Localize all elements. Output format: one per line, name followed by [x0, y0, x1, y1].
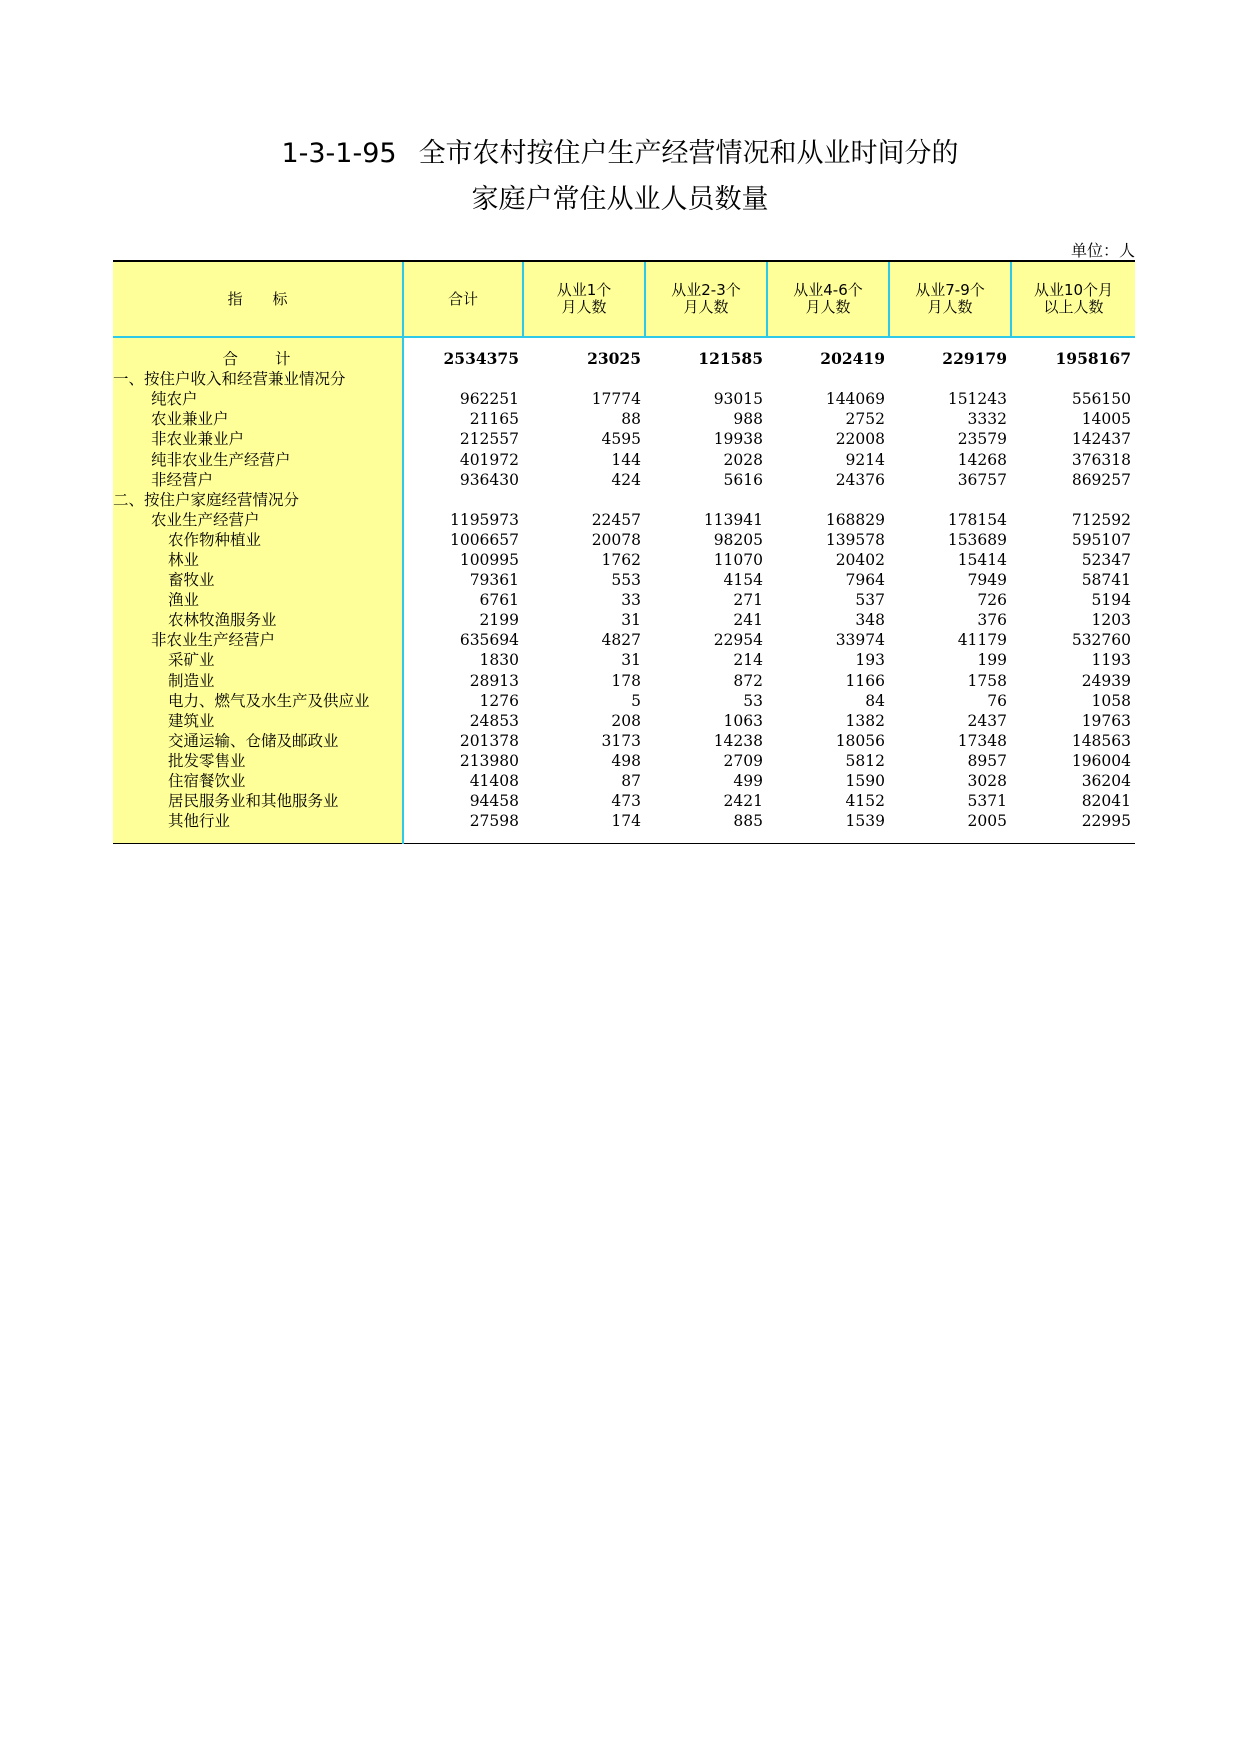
value-cell: 139578: [825, 530, 885, 549]
row-label: 批发零售业: [113, 751, 403, 771]
value-cell: 2421: [723, 792, 763, 811]
value-cell: 3332: [967, 410, 1007, 429]
row-label: 电力、燃气及水生产及供应业: [113, 691, 403, 711]
value-cell: 33: [621, 591, 641, 610]
value-cell: 2437: [967, 711, 1007, 730]
row-label: 非经营户: [113, 470, 403, 490]
row-label: 制造业: [113, 671, 403, 691]
value-cell: 1758: [967, 671, 1007, 690]
row-label: 农业生产经营户: [113, 510, 403, 530]
value-cell: 23579: [957, 430, 1007, 449]
value-cell: 4154: [723, 571, 763, 590]
row-label: 非农业生产经营户: [113, 630, 403, 650]
table-row: [113, 409, 1135, 429]
value-cell: 348: [855, 611, 885, 630]
value-cell: 151243: [947, 390, 1007, 409]
value-cell: 33974: [835, 631, 885, 650]
value-cell: [1011, 369, 1135, 389]
value-cell: 1195973: [449, 510, 519, 529]
value-cell: 9214: [845, 450, 885, 469]
value-cell: 213980: [459, 751, 519, 770]
table-row: [113, 671, 1135, 691]
value-cell: 241: [733, 611, 763, 630]
value-cell: 212557: [459, 430, 519, 449]
value-cell: 28913: [469, 671, 519, 690]
value-cell: 1276: [479, 691, 519, 710]
value-cell: [403, 490, 523, 510]
value-cell: 53: [743, 691, 763, 710]
row-label: 非农业兼业户: [113, 429, 403, 449]
value-cell: 21165: [469, 410, 519, 429]
total-cell: 121585: [698, 349, 763, 369]
table-row: [113, 470, 1135, 490]
value-cell: 1058: [1091, 691, 1131, 710]
value-cell: 76: [987, 691, 1007, 710]
value-cell: [889, 369, 1011, 389]
value-cell: 869257: [1071, 470, 1131, 489]
page-title-line-1: [0, 131, 1240, 170]
table-row: [113, 530, 1135, 550]
row-label: 住宿餐饮业: [113, 771, 403, 791]
value-cell: 178154: [947, 510, 1007, 529]
table-row: [113, 590, 1135, 610]
value-cell: 31: [621, 651, 641, 670]
value-cell: 1063: [723, 711, 763, 730]
value-cell: 88: [621, 410, 641, 429]
value-cell: 5812: [845, 751, 885, 770]
value-cell: 20078: [591, 530, 641, 549]
value-cell: 15414: [957, 550, 1007, 569]
value-cell: 4152: [845, 792, 885, 811]
row-label: 居民服务业和其他服务业: [113, 791, 403, 811]
value-cell: 144069: [825, 390, 885, 409]
row-label: 渔业: [113, 590, 403, 610]
row-label: 二、按住户家庭经营情况分: [113, 490, 403, 510]
row-label: 一、按住户收入和经营兼业情况分: [113, 369, 403, 389]
row-label: 其他行业: [113, 811, 403, 831]
header-7-9-months: 从业7-9个 月人数: [889, 261, 1011, 337]
value-cell: 214: [733, 651, 763, 670]
value-cell: [767, 369, 889, 389]
value-cell: 19938: [713, 430, 763, 449]
value-cell: 2199: [479, 611, 519, 630]
header-2-3-months: 从业2-3个 月人数: [645, 261, 767, 337]
table-row: [113, 811, 1135, 831]
value-cell: 100995: [459, 550, 519, 569]
value-cell: [889, 490, 1011, 510]
value-cell: 712592: [1071, 510, 1131, 529]
row-label: 农林牧渔服务业: [113, 610, 403, 630]
value-cell: 19763: [1081, 711, 1131, 730]
header-10-plus-months: 从业10个月 以上人数: [1011, 261, 1135, 337]
value-cell: 84: [865, 691, 885, 710]
value-cell: 4595: [601, 430, 641, 449]
table-row: [113, 630, 1135, 650]
value-cell: 1539: [845, 812, 885, 831]
table-row: [113, 711, 1135, 731]
value-cell: 2028: [723, 450, 763, 469]
title-text-1: 全市农村按住户生产经营情况和从业时间分的: [418, 138, 959, 169]
header-row: [113, 261, 1135, 337]
table-row: [113, 751, 1135, 771]
value-cell: 885: [733, 812, 763, 831]
value-cell: 87: [621, 772, 641, 791]
value-cell: 1590: [845, 772, 885, 791]
statistics-table: [113, 260, 1135, 844]
value-cell: 193: [855, 651, 885, 670]
table-row: [113, 650, 1135, 670]
total-row: [113, 349, 1135, 369]
value-cell: 18056: [835, 731, 885, 750]
value-cell: 1203: [1091, 611, 1131, 630]
value-cell: 27598: [469, 812, 519, 831]
value-cell: 178: [611, 671, 641, 690]
value-cell: 31: [621, 611, 641, 630]
value-cell: 7964: [845, 571, 885, 590]
value-cell: 7949: [967, 571, 1007, 590]
value-cell: 168829: [825, 510, 885, 529]
page-title-line-2: 家庭户常住从业人员数量: [471, 184, 769, 215]
value-cell: 41179: [957, 631, 1007, 650]
table-row: [113, 550, 1135, 570]
value-cell: 1762: [601, 550, 641, 569]
value-cell: [523, 369, 645, 389]
value-cell: 79361: [469, 571, 519, 590]
value-cell: 376318: [1071, 450, 1131, 469]
total-cell: 23025: [587, 349, 641, 369]
value-cell: 113941: [703, 510, 763, 529]
row-label: 建筑业: [113, 711, 403, 731]
value-cell: 498: [611, 751, 641, 770]
table-row: [113, 731, 1135, 751]
spacer-row: [113, 337, 1135, 349]
value-cell: 22457: [591, 510, 641, 529]
value-cell: [767, 490, 889, 510]
value-cell: 199: [977, 651, 1007, 670]
value-cell: 17774: [591, 390, 641, 409]
value-cell: 20402: [835, 550, 885, 569]
value-cell: 556150: [1071, 390, 1131, 409]
value-cell: 94458: [469, 792, 519, 811]
value-cell: 14005: [1081, 410, 1131, 429]
value-cell: 962251: [459, 390, 519, 409]
table-row: [113, 449, 1135, 469]
value-cell: 2005: [967, 812, 1007, 831]
table-row: [113, 791, 1135, 811]
value-cell: 22008: [835, 430, 885, 449]
value-cell: 98205: [713, 530, 763, 549]
total-cell: 2534375: [443, 349, 519, 369]
value-cell: 5371: [967, 792, 1007, 811]
table-row: [113, 490, 1135, 510]
value-cell: [645, 490, 767, 510]
value-cell: 24376: [835, 470, 885, 489]
row-label: 纯农户: [113, 389, 403, 409]
row-label: 交通运输、仓储及邮政业: [113, 731, 403, 751]
value-cell: 2709: [723, 751, 763, 770]
value-cell: 208: [611, 711, 641, 730]
value-cell: 5616: [723, 470, 763, 489]
table-row: [113, 429, 1135, 449]
header-4-6-months: 从业4-6个 月人数: [767, 261, 889, 337]
value-cell: 1006657: [449, 530, 519, 549]
table-row: [113, 510, 1135, 530]
row-label: 农业兼业户: [113, 409, 403, 429]
value-cell: 1193: [1091, 651, 1131, 670]
value-cell: 872: [733, 671, 763, 690]
row-label: 农作物种植业: [113, 530, 403, 550]
value-cell: 726: [977, 591, 1007, 610]
value-cell: 988: [733, 410, 763, 429]
total-cell: 1958167: [1055, 349, 1131, 369]
value-cell: 1830: [479, 651, 519, 670]
row-label: 畜牧业: [113, 570, 403, 590]
value-cell: 36757: [957, 470, 1007, 489]
value-cell: 153689: [947, 530, 1007, 549]
value-cell: 24853: [469, 711, 519, 730]
row-label: 林业: [113, 550, 403, 570]
value-cell: 376: [977, 611, 1007, 630]
value-cell: 936430: [459, 470, 519, 489]
unit-label: 单位：人: [1070, 241, 1135, 260]
value-cell: 82041: [1081, 792, 1131, 811]
value-cell: 41408: [469, 772, 519, 791]
value-cell: 1166: [845, 671, 885, 690]
value-cell: 473: [611, 792, 641, 811]
row-label: 采矿业: [113, 650, 403, 670]
table-row: [113, 369, 1135, 389]
total-cell: 229179: [942, 349, 1007, 369]
header-total: 合计: [403, 261, 523, 337]
value-cell: 532760: [1071, 631, 1131, 650]
value-cell: 635694: [459, 631, 519, 650]
value-cell: 22954: [713, 631, 763, 650]
value-cell: 17348: [957, 731, 1007, 750]
value-cell: 14268: [957, 450, 1007, 469]
row-label: 纯非农业生产经营户: [113, 449, 403, 469]
value-cell: 4827: [601, 631, 641, 650]
value-cell: [1011, 490, 1135, 510]
value-cell: [645, 369, 767, 389]
value-cell: 58741: [1081, 571, 1131, 590]
table-bottom-rule: [113, 831, 1135, 844]
value-cell: 553: [611, 571, 641, 590]
value-cell: 142437: [1071, 430, 1131, 449]
value-cell: 24939: [1081, 671, 1131, 690]
table-row: [113, 610, 1135, 630]
value-cell: 148563: [1071, 731, 1131, 750]
table-row: [113, 389, 1135, 409]
value-cell: 5194: [1091, 591, 1131, 610]
value-cell: 201378: [459, 731, 519, 750]
value-cell: 93015: [713, 390, 763, 409]
value-cell: 11070: [713, 550, 763, 569]
value-cell: [523, 490, 645, 510]
header-indicator: 指 标: [113, 261, 403, 337]
value-cell: 196004: [1071, 751, 1131, 770]
value-cell: 537: [855, 591, 885, 610]
value-cell: 424: [611, 470, 641, 489]
value-cell: 174: [611, 812, 641, 831]
table-row: [113, 771, 1135, 791]
value-cell: 36204: [1081, 772, 1131, 791]
value-cell: 6761: [479, 591, 519, 610]
value-cell: 499: [733, 772, 763, 791]
value-cell: 52347: [1081, 550, 1131, 569]
table-row: [113, 691, 1135, 711]
value-cell: 2752: [845, 410, 885, 429]
value-cell: 271: [733, 591, 763, 610]
value-cell: 14238: [713, 731, 763, 750]
value-cell: 3028: [967, 772, 1007, 791]
value-cell: 8957: [967, 751, 1007, 770]
value-cell: 144: [611, 450, 641, 469]
value-cell: 1382: [845, 711, 885, 730]
total-label: 合 计: [113, 349, 403, 369]
value-cell: 22995: [1081, 812, 1131, 831]
table-row: [113, 570, 1135, 590]
total-cell: 202419: [820, 349, 885, 369]
value-cell: [403, 369, 523, 389]
value-cell: 401972: [459, 450, 519, 469]
value-cell: 5: [631, 691, 641, 710]
header-1-month: 从业1个 月人数: [523, 261, 645, 337]
value-cell: 3173: [601, 731, 641, 750]
table-code: 1-3-1-95: [281, 138, 397, 169]
value-cell: 595107: [1071, 530, 1131, 549]
